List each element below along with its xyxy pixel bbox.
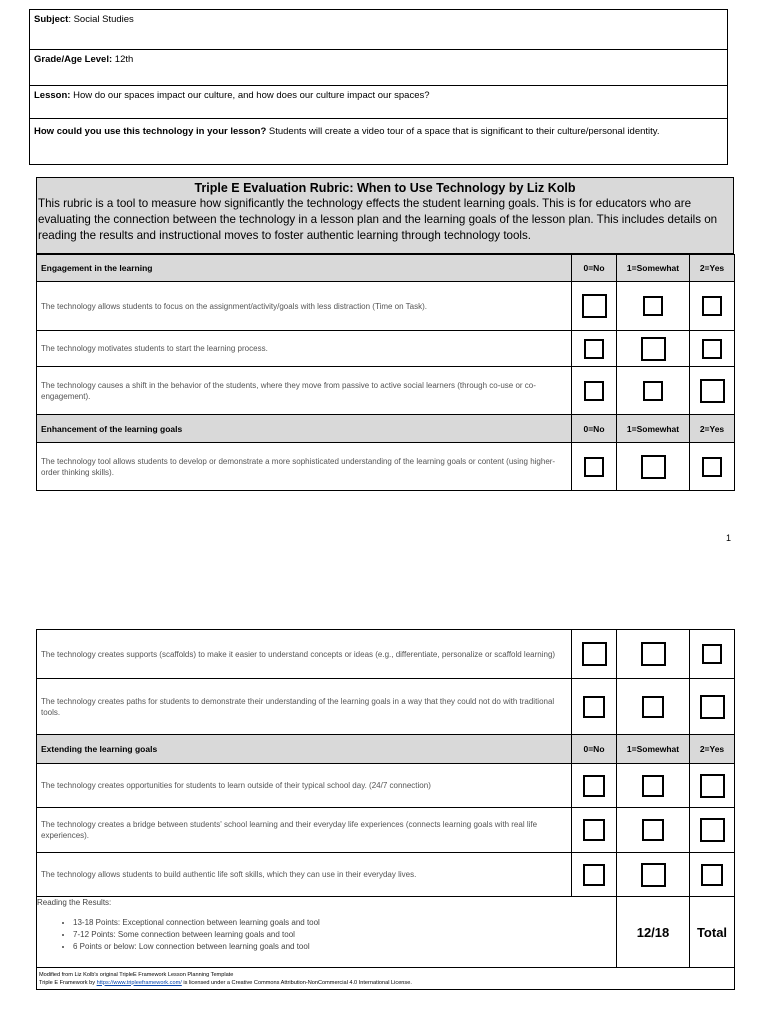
table-row [37,679,735,735]
footer-line-2 [39,979,732,987]
score-label-somewhat: 1=Somewhat [617,735,690,764]
subject-value: : Social Studies [68,14,134,25]
table-row [37,808,735,853]
lesson-label: Lesson: [34,90,71,101]
checkbox-somewhat[interactable] [641,455,666,479]
subject-row [30,10,727,50]
criterion-text: The technology allows students to build authentic life soft skills, which they can use in their everyday lives. [37,853,572,897]
checkbox-no[interactable] [584,381,604,401]
checkbox-no[interactable] [584,457,604,477]
reading-results [37,897,617,968]
rubric-table-page-1 [36,254,735,491]
footer-line-1: Modified from Liz Kolb's original TripleE Framework Lesson Planning Template [39,971,234,978]
results-item: • 13-18 Points: Exceptional connection between learning goals and tool [73,917,616,929]
checkbox-yes[interactable] [700,695,725,719]
total-score: 12/18 [617,897,690,968]
criterion-text: The technology creates a bridge between students' school learning and their everyday life experiences (connects learning goals with real life experiences). [37,808,572,853]
criterion-text: The technology creates supports (scaffolds) to make it easier to understand concepts or ideas (e.g., differentiate, personalize or scaffold learning) [37,630,572,679]
checkbox-yes[interactable] [700,818,725,842]
lesson-info-table [29,9,728,165]
total-label: Total [690,897,735,968]
checkbox-no[interactable] [583,864,605,886]
grade-label: Grade/Age Level: [34,54,113,65]
results-item: • 6 Points or below: Low connection between learning goals and tool [73,941,616,953]
criterion-text: The technology causes a shift in the behavior of the students, where they move from passive to active social learners (through co-use or co-engagement). [37,367,572,415]
score-label-no: 0=No [572,735,617,764]
criterion-text: The technology allows students to focus on the assignment/activity/goals with less distraction (Time on Task). [37,282,572,331]
checkbox-somewhat[interactable] [642,696,664,718]
score-label-yes: 2=Yes [690,255,735,282]
footer-row [37,968,735,990]
checkbox-somewhat[interactable] [641,863,666,887]
score-label-somewhat: 1=Somewhat [617,415,690,443]
checkbox-somewhat[interactable] [642,775,664,797]
results-item: • 7-12 Points: Some connection between learning goals and tool [73,929,616,941]
criterion-text: The technology tool allows students to develop or demonstrate a more sophisticated understanding of the learning goals or content (using higher-order thinking skills). [37,443,572,491]
technology-use-row [30,119,727,164]
rubric-table-page-2 [36,629,735,990]
checkbox-somewhat[interactable] [642,819,664,841]
footer-suffix: is licensed under a Creative Commons Attribution-NonCommercial 4.0 International License. [181,979,412,986]
checkbox-yes[interactable] [700,774,725,798]
table-row [37,367,735,415]
license-footer [37,968,735,990]
checkbox-no[interactable] [584,339,604,359]
checkbox-somewhat[interactable] [643,381,663,401]
checkbox-no[interactable] [583,775,605,797]
results-list [73,917,616,953]
subject-label: Subject [34,14,69,25]
checkbox-somewhat[interactable] [643,296,663,316]
checkbox-somewhat[interactable] [641,337,666,361]
checkbox-no[interactable] [582,642,607,666]
score-label-somewhat: 1=Somewhat [617,255,690,282]
checkbox-no[interactable] [583,696,605,718]
rubric-description: This rubric is a tool to measure how significantly the technology effects the student learning goals. This is for educators who are evaluating the connection between the technology in a lesson plan and the learning goals of the lesson plan. This includes details on reading the results and instructional moves to foster authentic learning through technology tools. [38,197,718,242]
footer-prefix: Triple E Framework by [39,979,97,986]
criterion-text: The technology creates paths for students to demonstrate their understanding of the learning goals in a way that they could not do with traditional tools. [37,679,572,735]
engagement-heading: Engagement in the learning [37,255,572,282]
table-row [37,764,735,808]
score-label-yes: 2=Yes [690,415,735,443]
table-row [37,630,735,679]
score-label-no: 0=No [572,255,617,282]
grade-row [30,50,727,86]
framework-link[interactable]: https://www.tripleeframework.com/ [96,979,182,986]
checkbox-yes[interactable] [702,296,722,316]
rubric-title-block [36,177,734,254]
table-row [37,853,735,897]
criterion-text: The technology creates opportunities for students to learn outside of their typical school day. (24/7 connection) [37,764,572,808]
table-row [37,282,735,331]
table-row [37,443,735,491]
enhancement-heading: Enhancement of the learning goals [37,415,572,443]
rubric-title: Triple E Evaluation Rubric: When to Use Technology by Liz Kolb [194,181,576,195]
grade-value: 12th [112,54,134,65]
checkbox-yes[interactable] [702,339,722,359]
checkbox-no[interactable] [582,294,607,318]
results-heading: Reading the Results: [37,898,112,907]
table-row [37,331,735,367]
technology-use-label: How could you use this technology in your lesson? [34,126,267,137]
checkbox-yes[interactable] [702,644,722,664]
checkbox-no[interactable] [583,819,605,841]
lesson-row [30,86,727,119]
extending-header-row [37,735,735,764]
checkbox-yes[interactable] [702,457,722,477]
checkbox-somewhat[interactable] [641,642,666,666]
checkbox-yes[interactable] [701,864,723,886]
technology-use-value: Students will create a video tour of a space that is significant to their culture/personal identity. [266,126,660,137]
score-label-yes: 2=Yes [690,735,735,764]
enhancement-header-row [37,415,735,443]
results-row [37,897,735,968]
engagement-header-row [37,255,735,282]
lesson-value: How do our spaces impact our culture, and how does our culture impact our spaces? [70,90,430,101]
checkbox-yes[interactable] [700,379,725,403]
criterion-text: The technology motivates students to start the learning process. [37,331,572,367]
page-number: 1 [726,533,732,543]
extending-heading: Extending the learning goals [37,735,572,764]
score-label-no: 0=No [572,415,617,443]
